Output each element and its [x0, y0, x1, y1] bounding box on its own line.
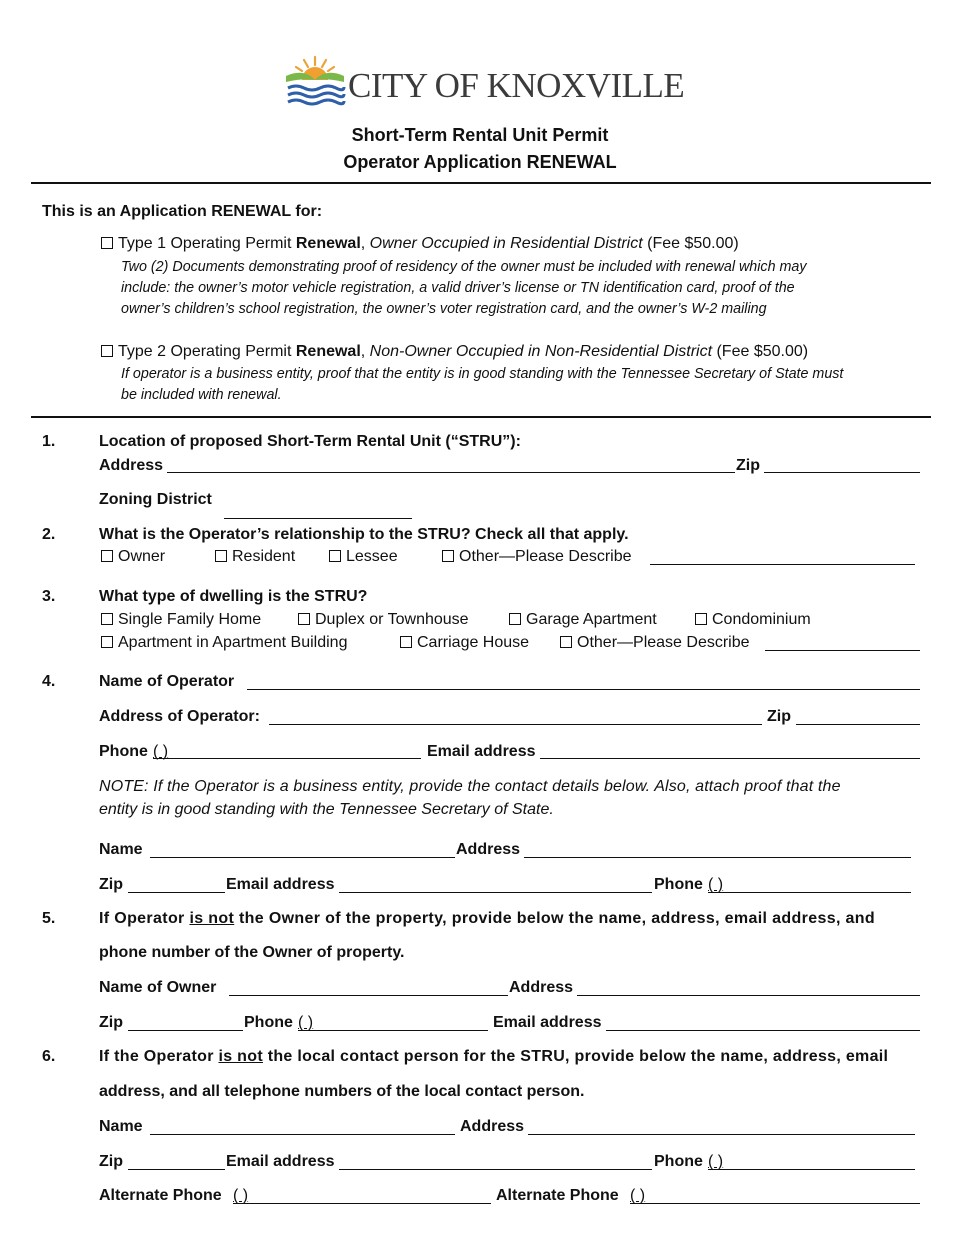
s3-apartment-building-option[interactable]: Apartment in Apartment Building: [101, 633, 347, 653]
s6-alt-phone-2-paren: ( ): [630, 1187, 646, 1204]
section-6-number: 6.: [42, 1048, 56, 1065]
s3-apartment-building-checkbox[interactable]: [101, 636, 113, 648]
s2-other-field[interactable]: [650, 564, 915, 565]
s1-zoning-field[interactable]: [224, 518, 412, 519]
s3-duplex-checkbox[interactable]: [298, 613, 310, 625]
section-5-question-line2: phone number of the Owner of property.: [99, 944, 405, 961]
s5-phone-label: Phone: [244, 1014, 293, 1031]
middle-rule: [31, 416, 931, 418]
s6-phone-paren: ( ): [708, 1153, 724, 1170]
section-6-question-line2: address, and all telephone numbers of the local contact person.: [99, 1083, 585, 1100]
city-logo: [284, 52, 684, 110]
section-3-number: 3.: [42, 588, 56, 605]
sun-waves-icon: [284, 54, 346, 108]
s6-address-field[interactable]: [528, 1134, 915, 1135]
s6-phone-field[interactable]: [708, 1169, 915, 1170]
section-6-question-line1: If the Operator is not the local contact person for the STRU, provide below the name, address, email: [99, 1048, 889, 1065]
s4-address-label: Address of Operator:: [99, 708, 260, 725]
s5-zip-field[interactable]: [128, 1030, 243, 1031]
page-title: [0, 122, 960, 176]
s4-zip-label: Zip: [767, 708, 791, 725]
s5-address-label: Address: [509, 979, 574, 996]
s4-email-label: Email address: [427, 743, 536, 760]
s6-alt-phone-1-paren: ( ): [233, 1187, 249, 1204]
s4-business-phone-paren: ( ): [708, 876, 724, 893]
s6-alt-phone-2-label: Alternate Phone: [496, 1187, 619, 1204]
s5-zip-label: Zip: [99, 1014, 123, 1031]
s4-business-name-field[interactable]: [150, 857, 455, 858]
s6-zip-label: Zip: [99, 1153, 123, 1170]
section-3-question: What type of dwelling is the STRU?: [99, 588, 368, 605]
s3-other-option[interactable]: Other—Please Describe: [560, 633, 750, 653]
s4-business-zip-label: Zip: [99, 876, 123, 893]
title-line-1: Short-Term Rental Unit Permit: [351, 125, 609, 145]
s3-duplex-option[interactable]: Duplex or Townhouse: [298, 610, 469, 630]
s1-address-field[interactable]: [167, 472, 735, 473]
type2-option[interactable]: Type 2 Operating Permit Renewal, Non-Owner Occupied in Non-Residential District (Fee $50.00): [101, 342, 808, 362]
section-1-number: 1.: [42, 433, 56, 450]
s6-phone-label: Phone: [654, 1153, 703, 1170]
s2-resident-checkbox[interactable]: [215, 550, 227, 562]
s3-single-family-option[interactable]: Single Family Home: [101, 610, 261, 630]
s6-email-field[interactable]: [339, 1169, 652, 1170]
s4-business-address-label: Address: [456, 841, 521, 858]
s4-phone-field[interactable]: [153, 758, 421, 759]
s2-owner-option[interactable]: Owner: [101, 547, 165, 567]
section-5-number: 5.: [42, 910, 56, 927]
s3-other-checkbox[interactable]: [560, 636, 572, 648]
s6-email-label: Email address: [226, 1153, 335, 1170]
s6-name-field[interactable]: [150, 1134, 455, 1135]
title-line-2: Operator Application RENEWAL: [343, 152, 617, 172]
s5-owner-name-label: Name of Owner: [99, 979, 217, 996]
s3-condominium-checkbox[interactable]: [695, 613, 707, 625]
s4-business-email-field[interactable]: [339, 892, 652, 893]
type2-note: If operator is a business entity, proof that the entity is in good standing with the Tennessee Secretary of State must be included with renewal.: [121, 366, 844, 403]
s4-zip-field[interactable]: [796, 724, 920, 725]
s4-name-field[interactable]: [247, 689, 920, 690]
s3-single-family-checkbox[interactable]: [101, 613, 113, 625]
s4-phone-label: Phone: [99, 743, 148, 760]
s4-business-address-field[interactable]: [524, 857, 911, 858]
s6-zip-field[interactable]: [128, 1169, 225, 1170]
s5-phone-paren: ( ): [298, 1014, 314, 1031]
s1-zip-label: Zip: [736, 457, 760, 474]
s4-email-field[interactable]: [540, 758, 920, 759]
s4-business-note: NOTE: If the Operator is a business entity, provide the contact details below. Also, attach proof that the entity is in good standing with the Tennessee Secretary of State.: [99, 778, 841, 818]
s1-zoning-label: Zoning District: [99, 491, 212, 508]
s5-email-field[interactable]: [606, 1030, 920, 1031]
s5-phone-field[interactable]: [298, 1030, 488, 1031]
s6-name-label: Name: [99, 1118, 143, 1135]
s3-other-field[interactable]: [765, 650, 920, 651]
s3-carriage-house-option[interactable]: Carriage House: [400, 633, 529, 653]
s2-owner-checkbox[interactable]: [101, 550, 113, 562]
section-2-number: 2.: [42, 526, 56, 543]
s2-lessee-checkbox[interactable]: [329, 550, 341, 562]
s4-address-field[interactable]: [269, 724, 762, 725]
s4-business-phone-label: Phone: [654, 876, 703, 893]
type2-checkbox[interactable]: [101, 345, 113, 357]
renewal-heading: This is an Application RENEWAL for:: [42, 203, 323, 220]
s6-alt-phone-1-label: Alternate Phone: [99, 1187, 222, 1204]
section-5-question-line1: If Operator is not the Owner of the property, provide below the name, address, email address, and: [99, 910, 876, 927]
type1-note: Two (2) Documents demonstrating proof of residency of the owner must be included with renewal which may include: the owner’s motor vehicle registration, a valid driver’s license or TN identification card, proof of the owner’s children’s school registration, the owner’s voter registration card, and the owner’s W-2 mailing: [121, 259, 807, 317]
s3-garage-apartment-checkbox[interactable]: [509, 613, 521, 625]
top-rule: [31, 182, 931, 184]
s2-other-checkbox[interactable]: [442, 550, 454, 562]
s4-business-phone-field[interactable]: [708, 892, 911, 893]
s2-other-option[interactable]: Other—Please Describe: [442, 547, 632, 567]
s5-email-label: Email address: [493, 1014, 602, 1031]
section-1-question: Location of proposed Short-Term Rental Unit (“STRU”):: [99, 433, 521, 450]
logo-text: CITY OF KNOXVILLE: [348, 66, 685, 105]
s1-address-label: Address: [99, 457, 164, 474]
s6-address-label: Address: [460, 1118, 525, 1135]
s4-name-label: Name of Operator: [99, 673, 235, 690]
s3-carriage-house-checkbox[interactable]: [400, 636, 412, 648]
s3-condominium-option[interactable]: Condominium: [695, 610, 811, 630]
s6-alt-phone-2-field[interactable]: [630, 1203, 920, 1204]
section-2-question: What is the Operator’s relationship to the STRU? Check all that apply.: [99, 526, 629, 543]
type1-option[interactable]: Type 1 Operating Permit Renewal, Owner Occupied in Residential District (Fee $50.00): [101, 234, 739, 254]
s4-business-zip-field[interactable]: [128, 892, 225, 893]
type1-checkbox[interactable]: [101, 237, 113, 249]
s3-garage-apartment-option[interactable]: Garage Apartment: [509, 610, 657, 630]
s4-phone-paren: ( ): [153, 743, 169, 760]
s2-lessee-option[interactable]: Lessee: [329, 547, 398, 567]
s5-address-field[interactable]: [577, 995, 920, 996]
section-4-number: 4.: [42, 673, 56, 690]
s5-owner-name-field[interactable]: [229, 995, 508, 996]
s4-business-name-label: Name: [99, 841, 143, 858]
s2-resident-option[interactable]: Resident: [215, 547, 295, 567]
s4-business-email-label: Email address: [226, 876, 335, 893]
s6-alt-phone-1-field[interactable]: [233, 1203, 491, 1204]
s1-zip-field[interactable]: [764, 472, 920, 473]
